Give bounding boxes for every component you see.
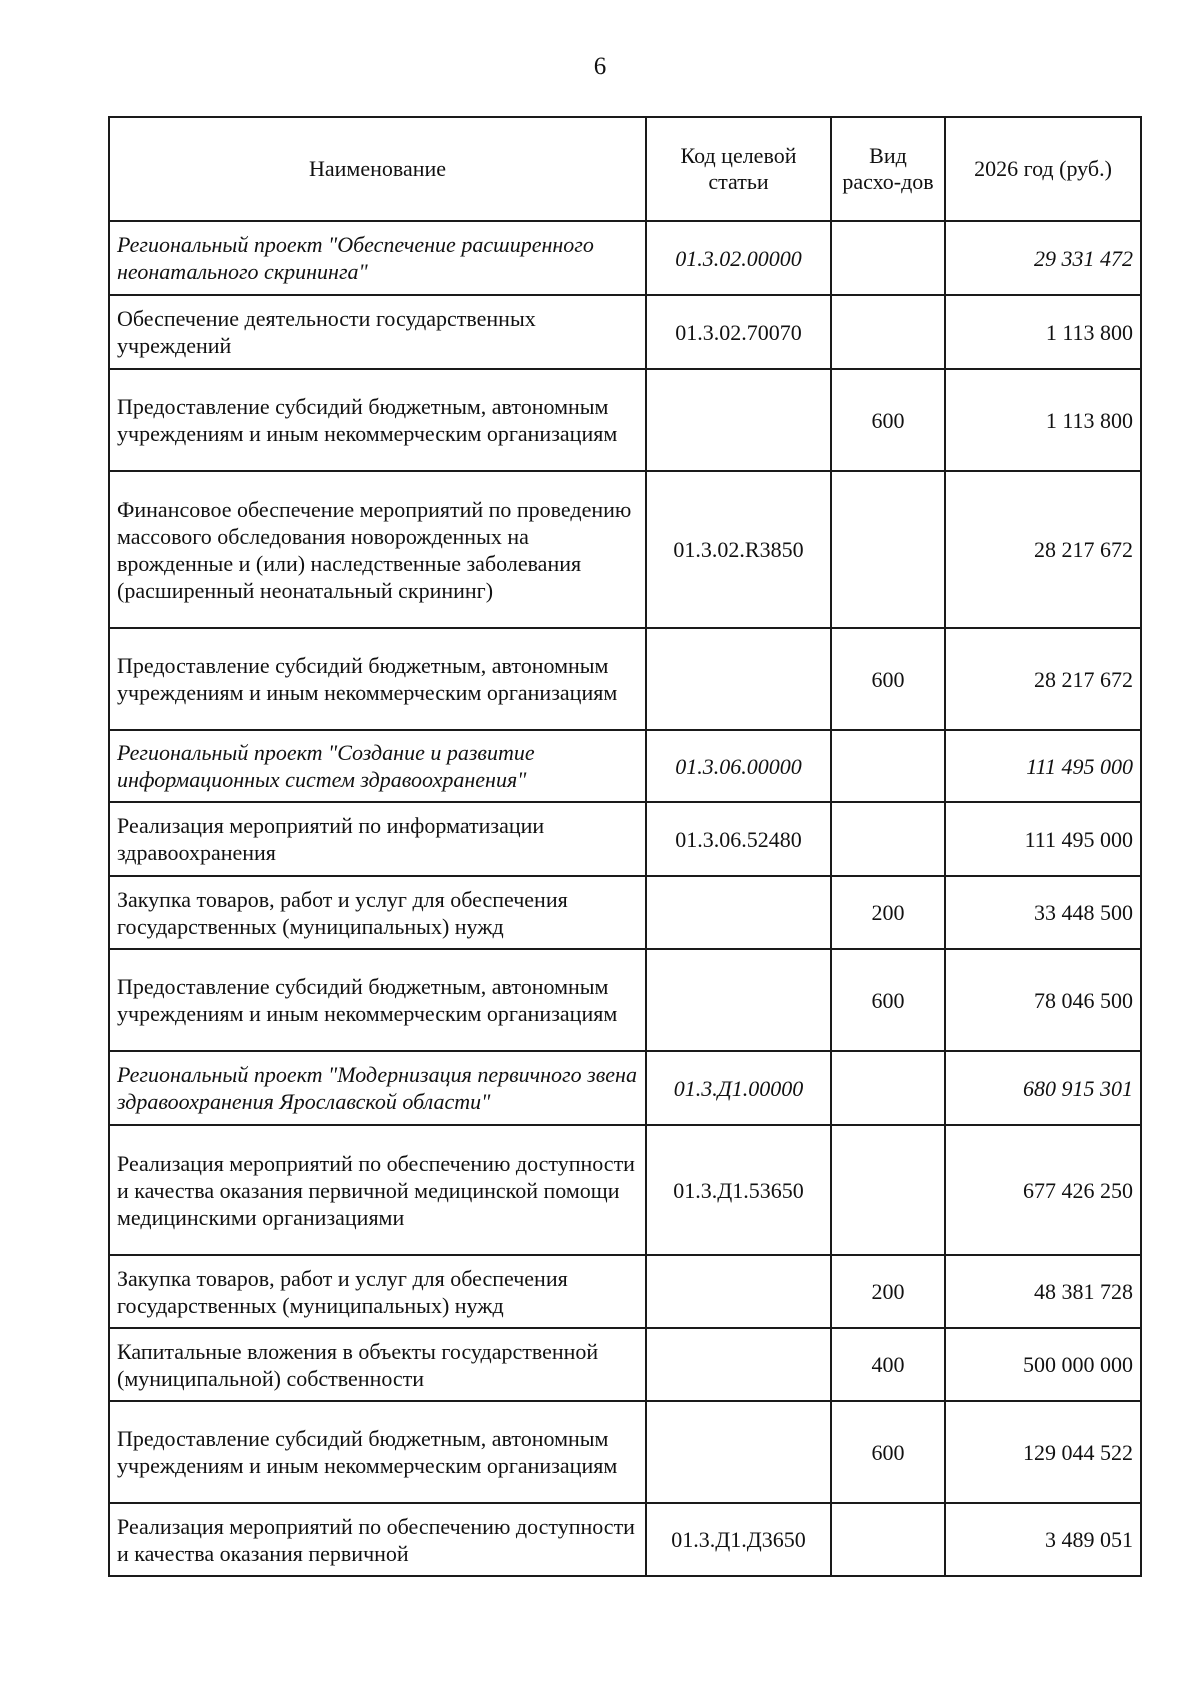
row-code [646, 1255, 831, 1328]
row-name: Финансовое обеспечение мероприятий по проведению массового обследования новорожденных на врожденные и (или) наследственные заболевания (расширенный неонатальный скрининг) [109, 471, 646, 628]
row-type [831, 1125, 945, 1255]
table-row [109, 628, 1141, 730]
table-row [109, 1051, 1141, 1125]
row-sum: 111 495 000 [945, 802, 1141, 876]
page-number: 6 [593, 53, 607, 80]
row-name: Предоставление субсидий бюджетным, автономным учреждениям и иным некоммерческим организациям [109, 949, 646, 1051]
row-name: Реализация мероприятий по информатизации здравоохранения [109, 802, 646, 876]
row-code [646, 369, 831, 471]
row-sum: 33 448 500 [945, 876, 1141, 949]
table-row [109, 949, 1141, 1051]
row-type [831, 730, 945, 802]
table-body [109, 221, 1141, 1576]
row-sum: 3 489 051 [945, 1503, 1141, 1576]
table-row [109, 471, 1141, 628]
table-row [109, 876, 1141, 949]
row-code [646, 876, 831, 949]
row-code: 01.3.02.R3850 [646, 471, 831, 628]
table-row [109, 295, 1141, 369]
row-name: Реализация мероприятий по обеспечению доступности и качества оказания первичной [109, 1503, 646, 1576]
row-sum: 48 381 728 [945, 1255, 1141, 1328]
table-row [109, 1255, 1141, 1328]
row-code [646, 1401, 831, 1503]
row-type [831, 295, 945, 369]
row-name: Предоставление субсидий бюджетным, автономным учреждениям и иным некоммерческим организациям [109, 628, 646, 730]
table-row [109, 1328, 1141, 1401]
budget-table [108, 116, 1142, 1577]
row-sum: 78 046 500 [945, 949, 1141, 1051]
row-type: 600 [831, 949, 945, 1051]
row-sum: 28 217 672 [945, 628, 1141, 730]
row-sum: 28 217 672 [945, 471, 1141, 628]
row-type [831, 471, 945, 628]
table-header [109, 117, 1141, 221]
row-name: Закупка товаров, работ и услуг для обеспечения государственных (муниципальных) нужд [109, 876, 646, 949]
header-code: Код целевой статьи [646, 117, 831, 221]
table-row [109, 1401, 1141, 1503]
row-type: 400 [831, 1328, 945, 1401]
table-row [109, 802, 1141, 876]
row-type: 600 [831, 628, 945, 730]
row-name: Закупка товаров, работ и услуг для обеспечения государственных (муниципальных) нужд [109, 1255, 646, 1328]
row-sum: 1 113 800 [945, 369, 1141, 471]
row-type: 600 [831, 369, 945, 471]
row-sum: 500 000 000 [945, 1328, 1141, 1401]
row-name: Региональный проект "Обеспечение расширенного неонатального скрининга" [109, 221, 646, 295]
row-name: Предоставление субсидий бюджетным, автономным учреждениям и иным некоммерческим организациям [109, 369, 646, 471]
row-name: Региональный проект "Модернизация первичного звена здравоохранения Ярославской области" [109, 1051, 646, 1125]
row-sum: 29 331 472 [945, 221, 1141, 295]
row-sum: 1 113 800 [945, 295, 1141, 369]
row-code: 01.3.06.00000 [646, 730, 831, 802]
row-type [831, 1503, 945, 1576]
row-sum: 680 915 301 [945, 1051, 1141, 1125]
row-code [646, 949, 831, 1051]
row-type [831, 221, 945, 295]
row-name: Реализация мероприятий по обеспечению доступности и качества оказания первичной медицинской помощи медицинскими организациями [109, 1125, 646, 1255]
row-code [646, 1328, 831, 1401]
row-name: Региональный проект "Создание и развитие информационных систем здравоохранения" [109, 730, 646, 802]
row-type: 200 [831, 1255, 945, 1328]
header-sum: 2026 год (руб.) [945, 117, 1141, 221]
row-sum: 677 426 250 [945, 1125, 1141, 1255]
row-code: 01.3.Д1.53650 [646, 1125, 831, 1255]
row-code: 01.3.02.70070 [646, 295, 831, 369]
row-sum: 129 044 522 [945, 1401, 1141, 1503]
header-name: Наименование [109, 117, 646, 221]
table-row [109, 221, 1141, 295]
table-row [109, 369, 1141, 471]
row-type [831, 1051, 945, 1125]
row-code: 01.3.06.52480 [646, 802, 831, 876]
row-code: 01.3.02.00000 [646, 221, 831, 295]
row-code: 01.3.Д1.00000 [646, 1051, 831, 1125]
row-type: 200 [831, 876, 945, 949]
table-row [109, 730, 1141, 802]
row-name: Обеспечение деятельности государственных учреждений [109, 295, 646, 369]
row-name: Предоставление субсидий бюджетным, автономным учреждениям и иным некоммерческим организациям [109, 1401, 646, 1503]
row-code [646, 628, 831, 730]
row-name: Капитальные вложения в объекты государственной (муниципальной) собственности [109, 1328, 646, 1401]
row-type [831, 802, 945, 876]
header-type: Вид расхо-дов [831, 117, 945, 221]
row-code: 01.3.Д1.Д3650 [646, 1503, 831, 1576]
table-row [109, 1503, 1141, 1576]
row-sum: 111 495 000 [945, 730, 1141, 802]
row-type: 600 [831, 1401, 945, 1503]
table-row [109, 1125, 1141, 1255]
